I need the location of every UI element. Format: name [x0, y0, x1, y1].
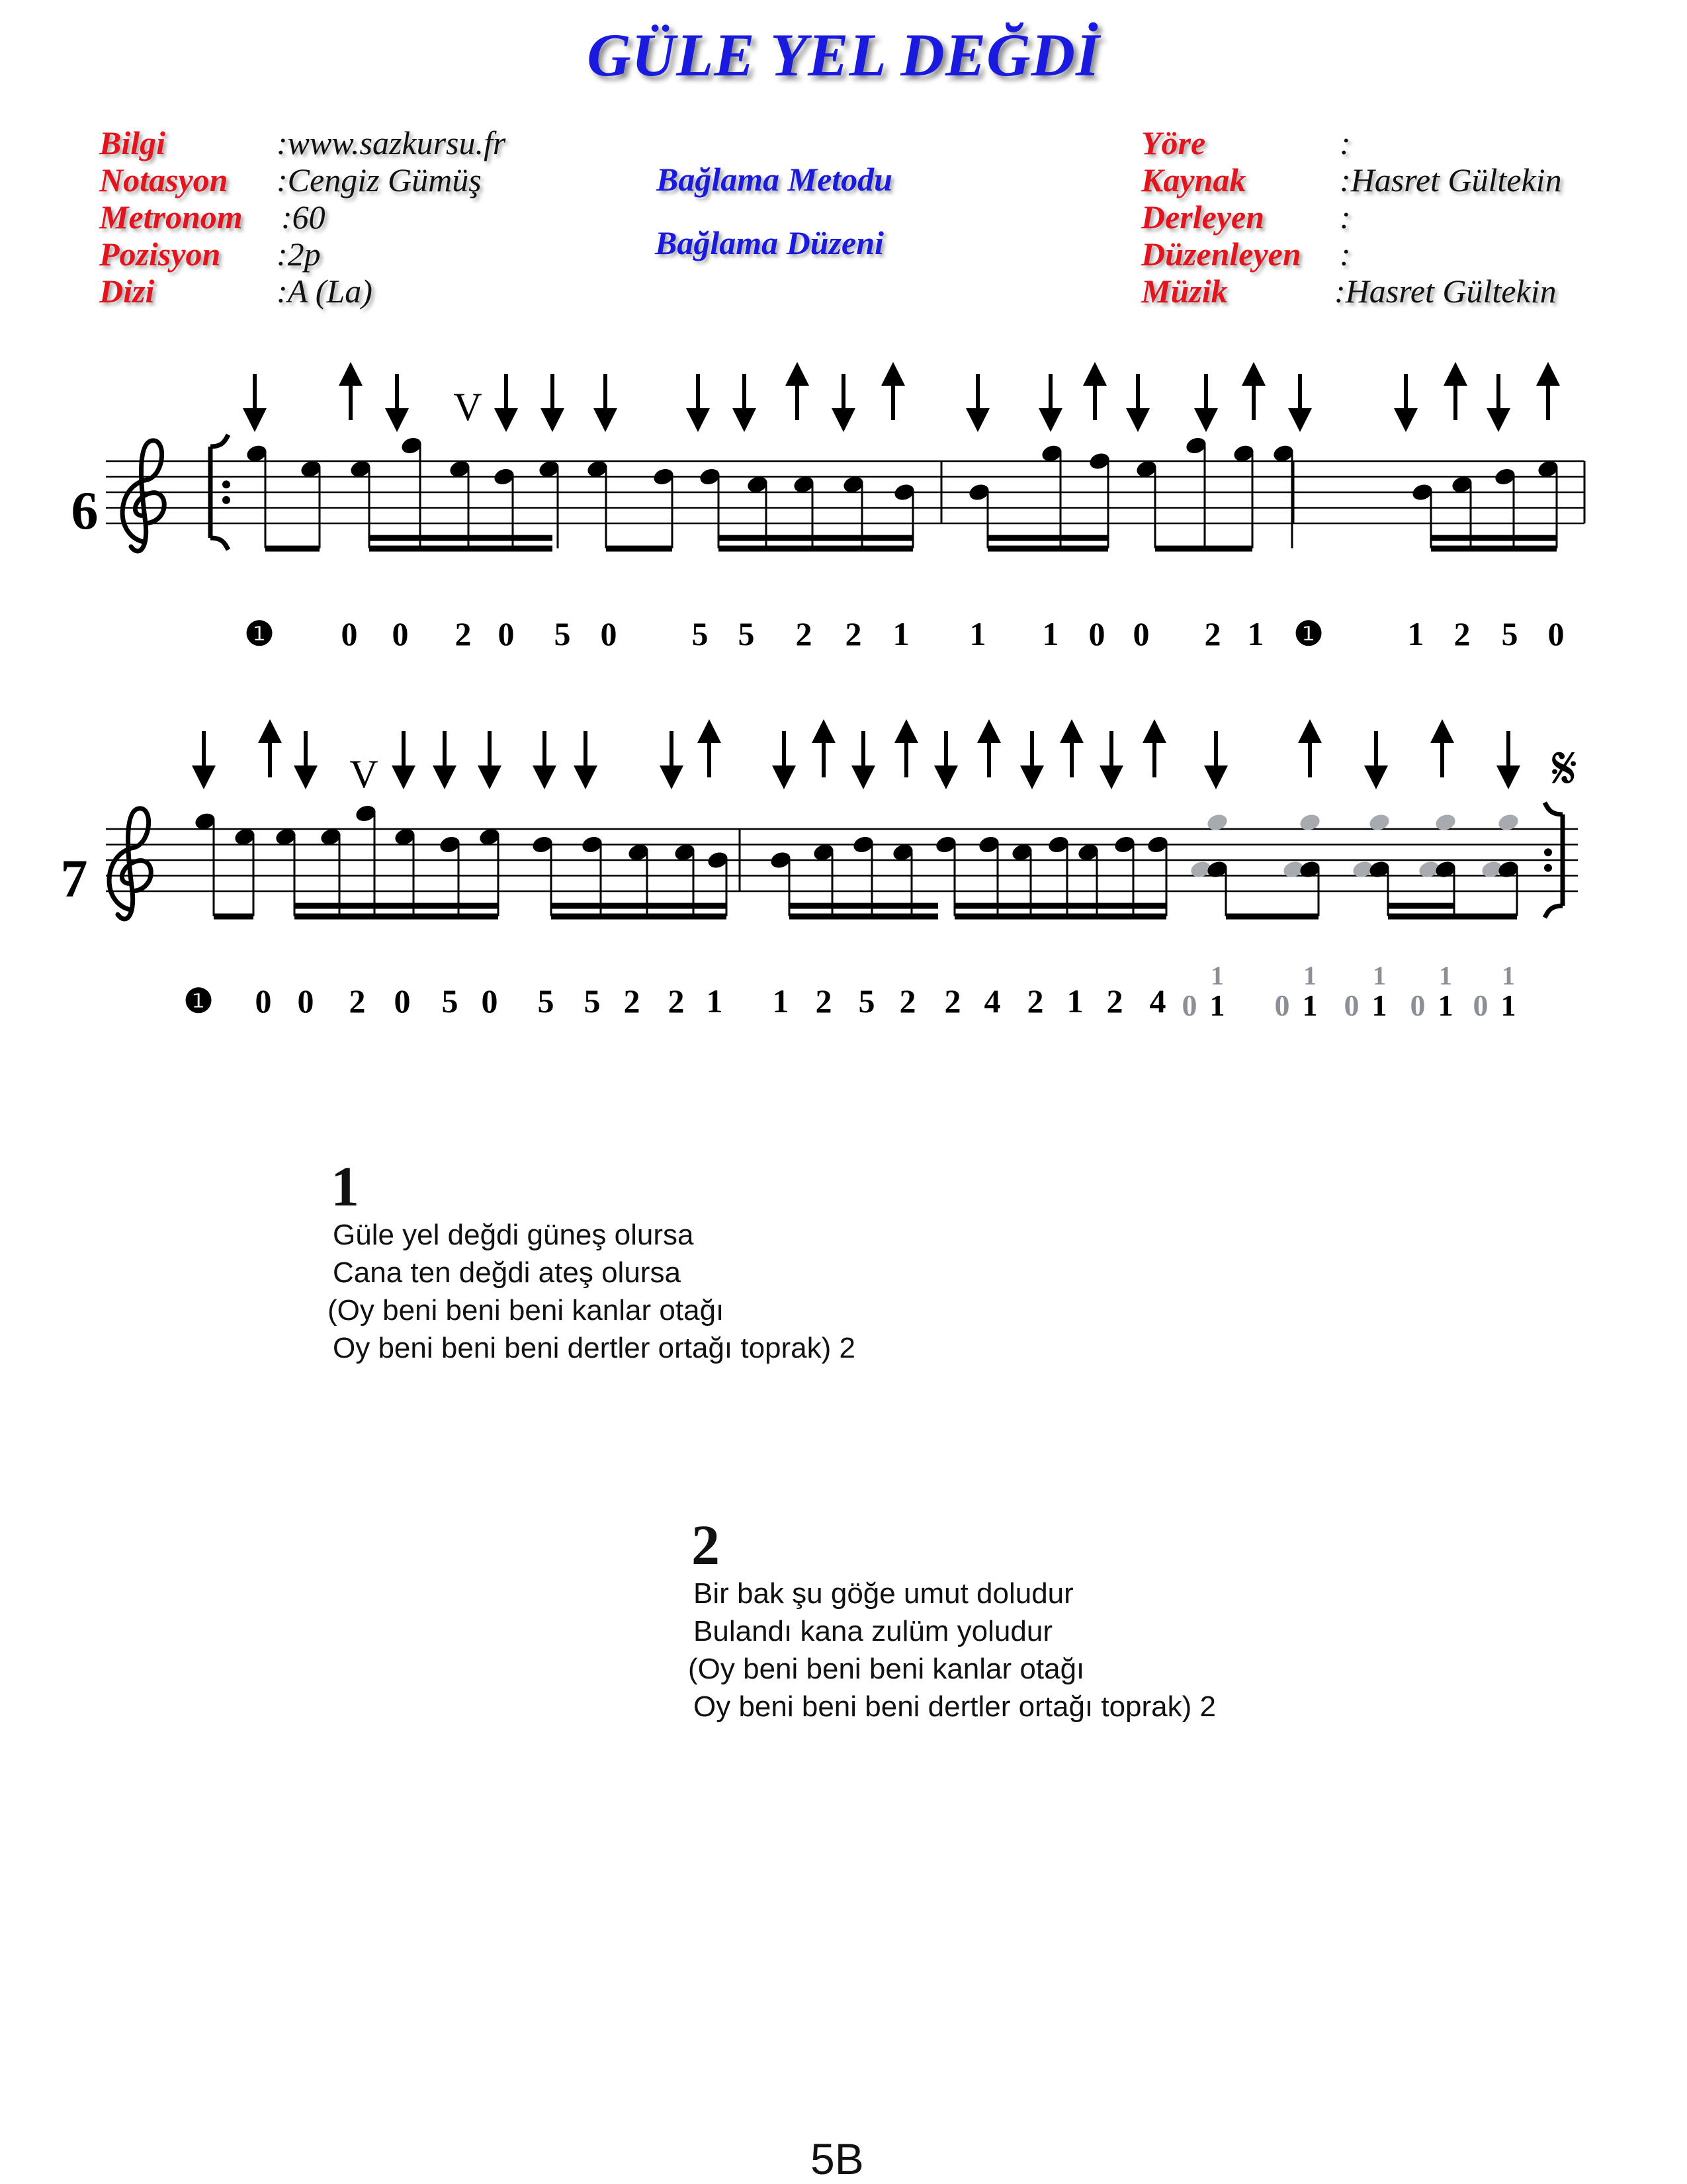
note-beam — [214, 914, 253, 920]
fret-number: 2 — [454, 615, 472, 652]
staff-row-2 — [61, 731, 1579, 1022]
song-title: GÜLE YEL DEĞDİ — [587, 21, 1100, 89]
fret-number: 5 — [441, 983, 458, 1020]
info-value: :Hasret Gültekin — [1340, 161, 1562, 198]
verse-number: 1 — [331, 1155, 359, 1218]
fret-number: 2 — [668, 983, 685, 1020]
fret-number: 5 — [584, 983, 601, 1020]
note-beam — [1226, 914, 1319, 920]
note-beam — [1431, 546, 1557, 552]
fret-number: 1 — [969, 615, 986, 652]
fret-number: 0 — [1088, 615, 1105, 652]
verse-line: Güle yel değdi güneş olursa — [333, 1219, 694, 1251]
fret-number: 1 — [1042, 615, 1059, 652]
fret-number: 1 — [1247, 615, 1264, 652]
info-value: :2p — [277, 236, 321, 273]
note-beam — [1155, 546, 1252, 552]
baglama-metodu: Bağlama Metodu — [656, 161, 892, 198]
fret-number: 1 — [1407, 615, 1424, 652]
info-value: :Hasret Gültekin — [1334, 273, 1557, 310]
fret-number: 0 — [341, 615, 358, 652]
chord-fret-low: 0 — [1182, 988, 1197, 1022]
chord-fret-upper: 1 — [1439, 961, 1452, 990]
note-beam — [1388, 914, 1517, 920]
fret-number: ❶ — [183, 983, 214, 1020]
fret-number: 1 — [892, 615, 910, 652]
note-beam — [718, 546, 913, 552]
chord-fret-high: 1 — [1209, 988, 1225, 1022]
fret-number: 2 — [1106, 983, 1123, 1020]
info-value: :60 — [281, 198, 325, 236]
chord-fret-low: 0 — [1410, 988, 1426, 1022]
note-beam — [955, 914, 1166, 920]
fret-number: 5 — [1501, 615, 1518, 652]
fret-number: 0 — [600, 615, 617, 652]
info-label: Bilgi — [99, 124, 166, 161]
info-value: :Cengiz Gümüş — [277, 161, 482, 198]
info-label: Müzik — [1141, 273, 1228, 310]
chord-fret-high: 1 — [1438, 988, 1453, 1022]
fret-number: 1 — [706, 983, 723, 1020]
chord-fret-high: 1 — [1302, 988, 1318, 1022]
info-label: Dizi — [99, 273, 155, 310]
note-beam — [369, 546, 552, 552]
verse-line: Oy beni beni beni dertler ortağı toprak) 2 — [333, 1332, 856, 1364]
verse-line: (Oy beni beni beni kanlar otağı — [688, 1653, 1085, 1685]
fret-number: ❶ — [1293, 615, 1324, 652]
info-label: Yöre — [1141, 124, 1206, 161]
fret-number: 2 — [349, 983, 366, 1020]
info-value: : — [1340, 236, 1351, 273]
verse-line: Bulandı kana zulüm yoludur — [693, 1615, 1053, 1647]
note-beam — [551, 903, 726, 909]
verse-line: (Oy beni beni beni kanlar otağı — [327, 1294, 724, 1327]
repeat-dot — [222, 496, 230, 504]
fret-number: 1 — [772, 983, 789, 1020]
verse-line: Bir bak şu göğe umut doludur — [693, 1577, 1074, 1610]
baglama-duzeni: Bağlama Düzeni — [655, 224, 884, 261]
treble-clef-icon — [109, 808, 151, 919]
fret-number: 5 — [537, 983, 554, 1020]
note-beam — [1431, 535, 1557, 541]
verse-2 — [688, 1515, 1216, 1725]
fret-number: 5 — [691, 615, 709, 652]
fret-number: 0 — [1133, 615, 1150, 652]
treble-clef-icon — [122, 441, 164, 551]
fret-number: 4 — [1149, 983, 1166, 1020]
note-beam — [265, 546, 320, 552]
verse-line: Oy beni beni beni dertler ortağı toprak) 2 — [693, 1690, 1217, 1723]
measure-number: 6 — [71, 480, 99, 541]
note-beam — [789, 914, 938, 920]
info-label: Derleyen — [1141, 198, 1265, 236]
chord-fret-low: 0 — [1473, 988, 1489, 1022]
fret-number: 2 — [899, 983, 916, 1020]
chord-fret-high: 1 — [1371, 988, 1387, 1022]
note-beam — [294, 914, 498, 920]
note-beam — [369, 535, 552, 541]
chord-fret-high: 1 — [1500, 988, 1516, 1022]
info-label: Pozisyon — [99, 236, 221, 273]
fret-number: 2 — [1453, 615, 1471, 652]
fret-number: 2 — [1204, 615, 1221, 652]
chord-fret-low: 0 — [1344, 988, 1360, 1022]
fret-number: 2 — [845, 615, 862, 652]
segno-icon: 𝄋 — [1551, 736, 1578, 802]
fret-number: 5 — [554, 615, 571, 652]
verse-number: 2 — [691, 1513, 720, 1577]
fret-number: 5 — [738, 615, 755, 652]
fret-number: 2 — [795, 615, 812, 652]
note-beam — [606, 546, 672, 552]
repeat-dot — [222, 480, 230, 488]
fret-number: ❶ — [244, 615, 275, 652]
fret-number: 2 — [1027, 983, 1044, 1020]
repeat-dot — [1544, 848, 1552, 856]
info-label: Notasyon — [99, 161, 228, 198]
fret-number: 0 — [255, 983, 272, 1020]
bow-mark: V — [349, 752, 378, 796]
fret-number: 2 — [944, 983, 961, 1020]
note-beam — [718, 535, 913, 541]
info-label: Metronom — [99, 198, 243, 236]
info-value: :www.sazkursu.fr — [277, 124, 506, 161]
chord-fret-low: 0 — [1274, 988, 1290, 1022]
fret-number: 2 — [815, 983, 832, 1020]
note-beam — [789, 903, 938, 909]
note-beam — [988, 546, 1108, 552]
note-beam — [294, 903, 498, 909]
fret-number: 2 — [623, 983, 640, 1020]
chord-fret-upper: 1 — [1373, 961, 1386, 990]
fret-number: 5 — [858, 983, 875, 1020]
info-label: Düzenleyen — [1141, 236, 1301, 273]
verse-line: Cana ten değdi ateş olursa — [333, 1256, 681, 1289]
repeat-dot — [1544, 864, 1552, 872]
chord-fret-upper: 1 — [1211, 961, 1224, 990]
page-number: 5B — [810, 2134, 864, 2183]
note-beam — [1388, 903, 1454, 909]
fret-number: 4 — [984, 983, 1001, 1020]
note-beam — [988, 535, 1108, 541]
bow-mark: V — [453, 385, 482, 429]
info-value: : — [1340, 124, 1351, 161]
fret-number: 0 — [297, 983, 314, 1020]
fret-number: 0 — [1547, 615, 1565, 652]
verse-1 — [327, 1157, 855, 1367]
info-label: Kaynak — [1141, 161, 1246, 198]
fret-number: 1 — [1066, 983, 1084, 1020]
fret-number: 0 — [497, 615, 515, 652]
info-value: : — [1340, 198, 1351, 236]
fret-number: 0 — [392, 615, 409, 652]
note-beam — [955, 903, 1166, 909]
fret-number: 0 — [481, 983, 498, 1020]
measure-number: 7 — [60, 848, 88, 908]
chord-fret-upper: 1 — [1502, 961, 1515, 990]
fret-number: 0 — [394, 983, 411, 1020]
note-beam — [551, 914, 726, 920]
chord-fret-upper: 1 — [1303, 961, 1317, 990]
info-value: :A (La) — [277, 273, 372, 310]
staff-row-1 — [71, 374, 1585, 652]
